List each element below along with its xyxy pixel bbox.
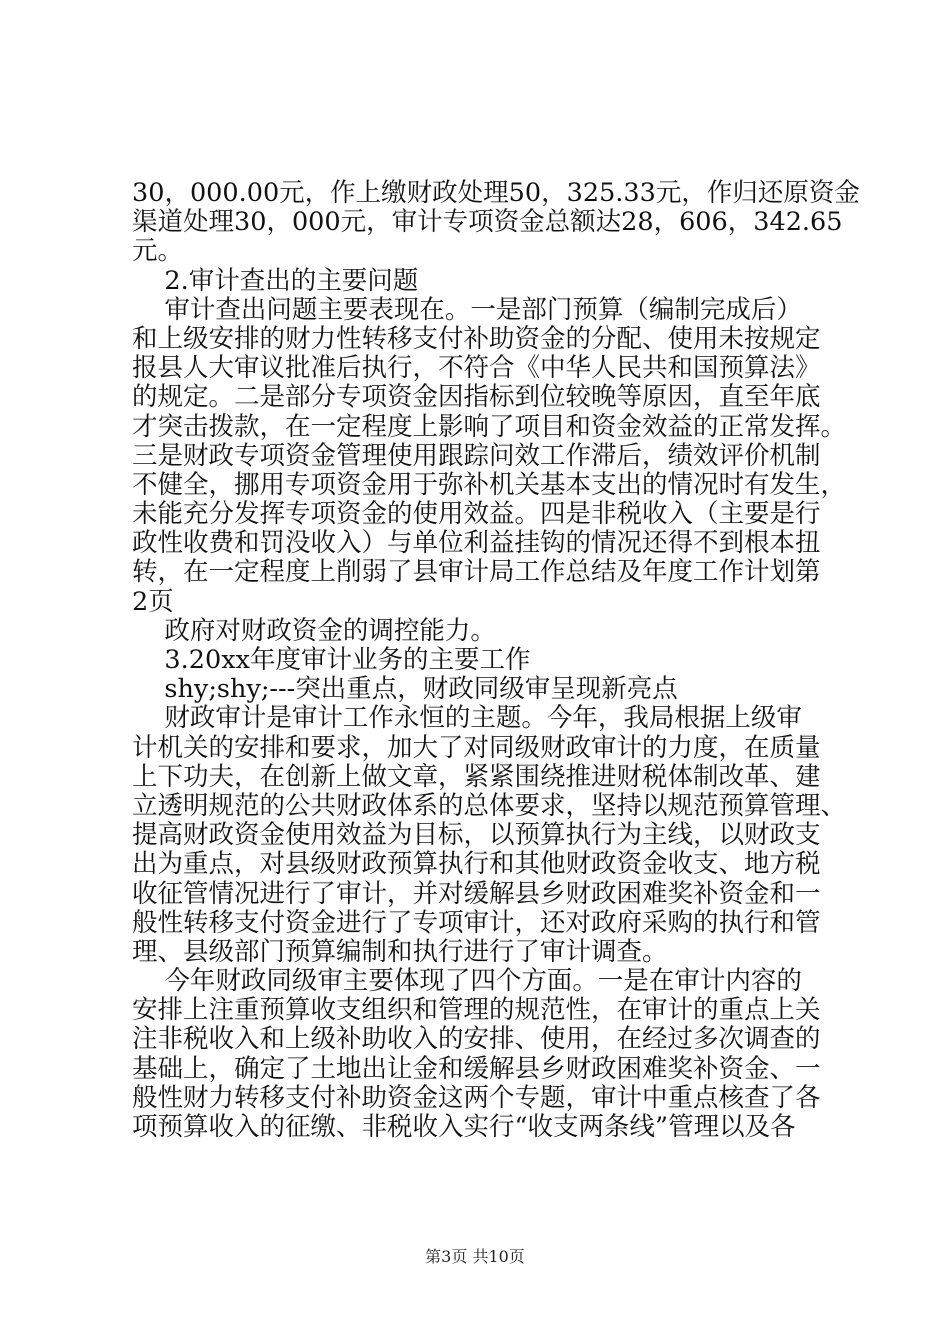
text-line: 财政审计是审计工作永恒的主题。今年，我局根据上级审 xyxy=(132,703,802,734)
text-line: 计机关的安排和要求，加大了对同级财政审计的力度，在质量 xyxy=(132,732,821,763)
text-line: 政府对财政资金的调控能力。 xyxy=(132,615,496,646)
text-line: 不健全，挪用专项资金用于弥补机关基本支出的情况时有发生， xyxy=(132,469,847,500)
text-line: 未能充分发挥专项资金的使用效益。四是非税收入（主要是行 xyxy=(132,499,821,530)
text-line: 般性转移支付资金进行了专项审计，还对政府采购的执行和管 xyxy=(132,907,821,938)
text-line: 理、县级部门预算编制和执行进行了审计调查。 xyxy=(132,936,668,967)
text-line: 注非税收入和上级补助收入的安排、使用，在经过多次调查的 xyxy=(132,1024,821,1055)
section-heading: 2.审计查出的主要问题 xyxy=(132,265,419,296)
text-line: 立透明规范的公共财政体系的总体要求，坚持以规范预算管理、 xyxy=(132,790,847,821)
text-line: 和上级安排的财力性转移支付补助资金的分配、使用未按规定 xyxy=(132,323,821,354)
document-body xyxy=(132,178,860,1142)
text-line: 审计查出问题主要表现在。一是部门预算（编制完成后） xyxy=(132,294,802,325)
text-line: 的规定。二是部分专项资金因指标到位较晚等原因，直至年底 xyxy=(132,382,821,413)
text-line: 上下功夫，在创新上做文章，紧紧围绕推进财税体制改革、建 xyxy=(132,761,821,792)
text-line: 转，在一定程度上削弱了县审计局工作总结及年度工作计划第 xyxy=(132,557,821,588)
text-line: 三是财政专项资金管理使用跟踪问效工作滞后，绩效评价机制 xyxy=(132,440,821,471)
text-line: 报县人大审议批准后执行，不符合《中华人民共和国预算法》 xyxy=(132,353,821,384)
text-line: 般性财力转移支付补助资金这两个专题，审计中重点核查了各 xyxy=(132,1082,821,1113)
text-line: 项预算收入的征缴、非税收入实行“收支两条线”管理以及各 xyxy=(132,1112,796,1142)
text-line: 安排上注重预算收支组织和管理的规范性，在审计的重点上关 xyxy=(132,995,821,1026)
page-footer: 第3页 共10页 xyxy=(425,1247,525,1266)
text-line: 今年财政同级审主要体现了四个方面。一是在审计内容的 xyxy=(132,966,802,997)
text-line: 元。 xyxy=(132,236,184,267)
text-line: 渠道处理30，000元，审计专项资金总额达28，606，342.65 xyxy=(132,207,843,238)
text-line: 2页 xyxy=(132,586,174,617)
section-heading: 3.20xx年度审计业务的主要工作 xyxy=(132,645,531,675)
text-line: 提高财政资金使用效益为目标，以预算执行为主线，以财政支 xyxy=(132,820,821,851)
text-line: 政性收费和罚没收入）与单位利益挂钩的情况还得不到根本扭 xyxy=(132,528,821,559)
text-line: 出为重点，对县级财政预算执行和其他财政资金收支、地方税 xyxy=(132,849,821,880)
subsection-heading: shy;shy;---突出重点，财政同级审呈现新亮点 xyxy=(132,674,678,705)
text-line: 才突击拨款，在一定程度上影响了项目和资金效益的正常发挥。 xyxy=(132,411,847,442)
text-line: 30，000.00元，作上缴财政处理50，325.33元，作归还原资金 xyxy=(132,178,860,208)
text-line: 基础上，确定了土地出让金和缓解县乡财政困难奖补资金、一 xyxy=(132,1053,821,1084)
text-line: 收征管情况进行了审计，并对缓解县乡财政困难奖补资金和一 xyxy=(132,878,821,909)
